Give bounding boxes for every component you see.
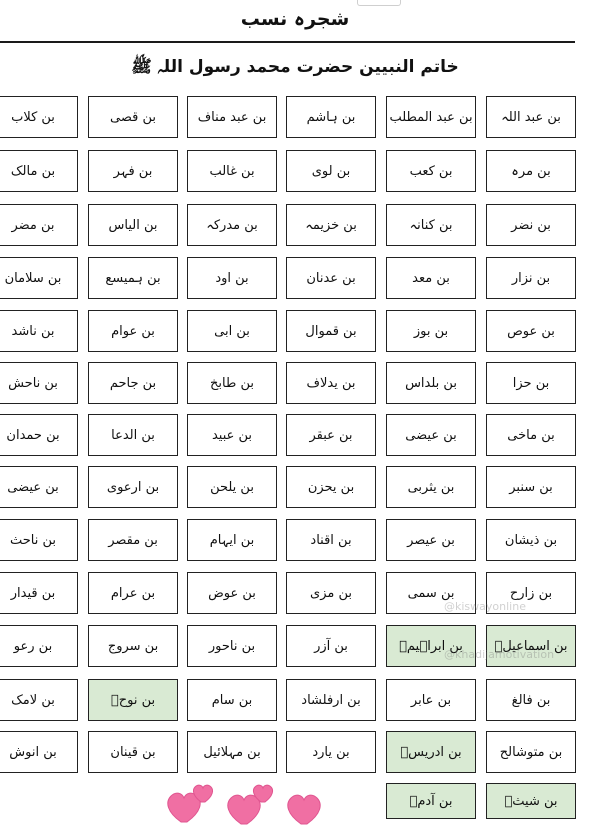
lineage-cell: بن ارفلشاد (286, 679, 376, 721)
lineage-cell: بن ذیشان (486, 519, 576, 561)
lineage-cell: بن حمدان (0, 414, 78, 456)
lineage-cell: بن مہلائیل (187, 731, 277, 773)
lineage-cell: بن کنانہ (386, 204, 476, 246)
lineage-cell: بن کعب (386, 150, 476, 192)
lineage-cell: بن ارعوی (88, 466, 178, 508)
lineage-cell: بن عبید (187, 414, 277, 456)
lineage-cell: بن مقصر (88, 519, 178, 561)
lineage-cell: بن ناشد (0, 310, 78, 352)
lineage-cell: بن اسماعیلؑ (486, 625, 576, 667)
lineage-cell: بن رعو (0, 625, 78, 667)
lineage-cell: بن عبقر (286, 414, 376, 456)
hearts-icon (163, 778, 343, 828)
lineage-cell: بن جاحم (88, 362, 178, 404)
lineage-cell: بن قصی (88, 96, 178, 138)
watermark-top: @kiswayonline (444, 600, 526, 613)
lineage-cell: بن یلحن (187, 466, 277, 508)
lineage-cell: بن ایہام (187, 519, 277, 561)
lineage-cell: بن فہر (88, 150, 178, 192)
lineage-cell: بن یحزن (286, 466, 376, 508)
lineage-cell: بن عدنان (286, 257, 376, 299)
lineage-cell: بن مالک (0, 150, 78, 192)
lineage-cell: بن آدمؑ (386, 783, 476, 819)
lineage-cell: بن عبد مناف (187, 96, 277, 138)
lineage-cell: بن مضر (0, 204, 78, 246)
lineage-cell: بن مرہ (486, 150, 576, 192)
lineage-cell: بن انوش (0, 731, 78, 773)
lineage-cell: بن سلامان (0, 257, 78, 299)
lineage-cell: بن عوض (187, 572, 277, 614)
lineage-cell: بن حزا (486, 362, 576, 404)
lineage-cell: بن الیاس (88, 204, 178, 246)
lineage-cell: بن قینان (88, 731, 178, 773)
lineage-cell: بن ہاشم (286, 96, 376, 138)
lineage-cell: بن اقناد (286, 519, 376, 561)
lineage-cell: بن قیدار (0, 572, 78, 614)
lineage-cell: بن آزر (286, 625, 376, 667)
lineage-cell: بن عرام (88, 572, 178, 614)
lineage-cell: بن عوام (88, 310, 178, 352)
lineage-cell: بن ابی (187, 310, 277, 352)
title-divider (0, 41, 575, 43)
lineage-cell: بن ناحور (187, 625, 277, 667)
lineage-cell: بن عابر (386, 679, 476, 721)
lineage-cell: بن ہمیسع (88, 257, 178, 299)
lineage-cell: بن اود (187, 257, 277, 299)
lineage-cell: بن سمی (386, 572, 476, 614)
page-subtitle: خاتم النبیین حضرت محمد رسول اللہ ﷺ (131, 57, 459, 77)
lineage-cell: بن خزیمہ (286, 204, 376, 246)
lineage-cell: بن عوص (486, 310, 576, 352)
lineage-cell: بن نزار (486, 257, 576, 299)
lineage-cell: بن یثربی (386, 466, 476, 508)
lineage-cell: بن عیصر (386, 519, 476, 561)
lineage-cell: بن سام (187, 679, 277, 721)
lineage-cell: بن معد (386, 257, 476, 299)
lineage-cell: بن عیضی (386, 414, 476, 456)
lineage-cell: بن سروج (88, 625, 178, 667)
lineage-cell: بن ادریسؑ (386, 731, 476, 773)
watermark-bottom: @khadijamotivation (444, 648, 555, 661)
lineage-cell: بن شیثؑ (486, 783, 576, 819)
lineage-cell: بن لامک (0, 679, 78, 721)
lineage-cell: بن زارح (486, 572, 576, 614)
lineage-cell: بن غالب (187, 150, 277, 192)
lineage-cell: بن مزی (286, 572, 376, 614)
lineage-cell: بن فالغ (486, 679, 576, 721)
lineage-cell: بن کلاب (0, 96, 78, 138)
lineage-cell: بن ابراہیمؑ (386, 625, 476, 667)
lineage-cell: بن متوشالح (486, 731, 576, 773)
lineage-cell: بن نضر (486, 204, 576, 246)
lineage-cell: بن طابخ (187, 362, 277, 404)
lineage-cell: بن یدلاف (286, 362, 376, 404)
lineage-cell: بن نوحؑ (88, 679, 178, 721)
lineage-cell: بن بلداس (386, 362, 476, 404)
lineage-cell: بن مدرکہ (187, 204, 277, 246)
lineage-cell: بن لوی (286, 150, 376, 192)
lineage-cell: بن سنبر (486, 466, 576, 508)
lineage-cell: بن عبد المطلب (386, 96, 476, 138)
lineage-cell: بن عیضی (0, 466, 78, 508)
lineage-cell: بن یارد (286, 731, 376, 773)
lineage-cell: بن عبد اللہ (486, 96, 576, 138)
page-title: شجرہ نسب (240, 8, 350, 30)
lineage-cell: بن قموال (286, 310, 376, 352)
lineage-cell: بن ناحث (0, 519, 78, 561)
lineage-cell: بن ناحش (0, 362, 78, 404)
lineage-cell: بن بوز (386, 310, 476, 352)
lineage-cell: بن الدعا (88, 414, 178, 456)
lineage-cell: بن ماخی (486, 414, 576, 456)
